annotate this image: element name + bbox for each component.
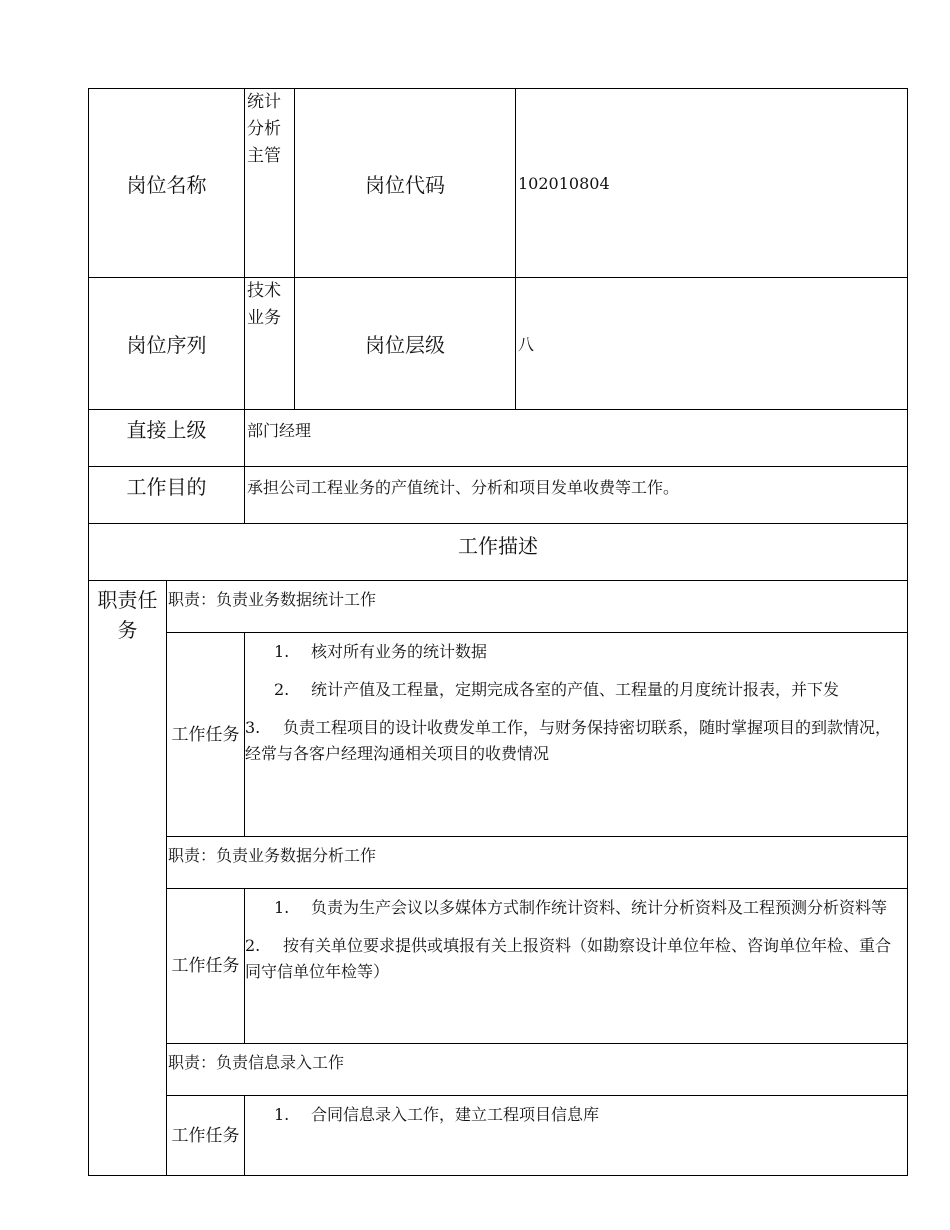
work-purpose-label: 工作目的 [89, 467, 245, 524]
row-position-name [89, 89, 908, 278]
task-text: 统计产值及工程量，定期完成各室的产值、工程量的月度统计报表，并下发 [311, 680, 840, 699]
task-number: 1. [274, 642, 290, 661]
task-text: 合同信息录入工作，建立工程项目信息库 [311, 1105, 600, 1124]
duty-3-task-1 [245, 1102, 899, 1128]
duty-3-title-row [89, 1044, 908, 1096]
duty-1-title-row [89, 581, 908, 633]
task-text: 按有关单位要求提供或填报有关上报资料（如勘察设计单位年检、咨询单位年检、重合同守信单位年检等） [245, 936, 892, 981]
row-work-purpose [89, 467, 908, 524]
duties-label: 职责任务 [89, 581, 167, 1176]
duty-2-task-2 [245, 933, 899, 985]
duty-2-task-1 [245, 895, 899, 921]
duty-2-tasks-row [89, 889, 908, 1044]
duty-1-task-1 [245, 639, 899, 665]
position-name-label: 岗位名称 [89, 89, 245, 278]
direct-superior-value: 部门经理 [245, 410, 908, 467]
position-series-value: 技术业务 [245, 278, 295, 410]
position-level-value: 八 [516, 278, 908, 410]
duty-2-task-label: 工作任务 [167, 889, 245, 1044]
task-number: 1. [274, 898, 290, 917]
duty-1-task-2 [245, 677, 899, 703]
task-number: 1. [274, 1105, 290, 1124]
duty-3-title: 职责：负责信息录入工作 [167, 1044, 908, 1096]
duty-3-task-list [245, 1096, 908, 1176]
duty-1-task-label: 工作任务 [167, 633, 245, 837]
duty-2-task-list [245, 889, 908, 1044]
duty-2-title: 职责：负责业务数据分析工作 [167, 837, 908, 889]
duty-2-title-row [89, 837, 908, 889]
duty-1-task-3 [245, 715, 899, 767]
duty-1-tasks-row [89, 633, 908, 837]
position-level-label: 岗位层级 [295, 278, 516, 410]
position-code-label: 岗位代码 [295, 89, 516, 278]
task-number: 2. [245, 936, 261, 955]
job-description-table [88, 88, 908, 1176]
section-title: 工作描述 [89, 524, 908, 581]
task-text: 核对所有业务的统计数据 [311, 642, 488, 661]
duty-1-title: 职责：负责业务数据统计工作 [167, 581, 908, 633]
duty-3-tasks-row [89, 1096, 908, 1176]
task-text: 负责为生产会议以多媒体方式制作统计资料、统计分析资料及工程预测分析资料等 [311, 898, 888, 917]
duty-3-task-label: 工作任务 [167, 1096, 245, 1176]
row-direct-superior [89, 410, 908, 467]
task-number: 3. [245, 718, 261, 737]
row-position-series [89, 278, 908, 410]
position-code-value: 102010804 [516, 89, 908, 278]
position-name-value: 统计分析主管 [245, 89, 295, 278]
direct-superior-label: 直接上级 [89, 410, 245, 467]
task-number: 2. [274, 680, 290, 699]
work-purpose-value: 承担公司工程业务的产值统计、分析和项目发单收费等工作。 [245, 467, 908, 524]
position-series-label: 岗位序列 [89, 278, 245, 410]
duty-1-task-list [245, 633, 908, 837]
row-section-title [89, 524, 908, 581]
task-text: 负责工程项目的设计收费发单工作，与财务保持密切联系，随时掌握项目的到款情况，经常与各客户经理沟通相关项目的收费情况 [245, 718, 892, 763]
